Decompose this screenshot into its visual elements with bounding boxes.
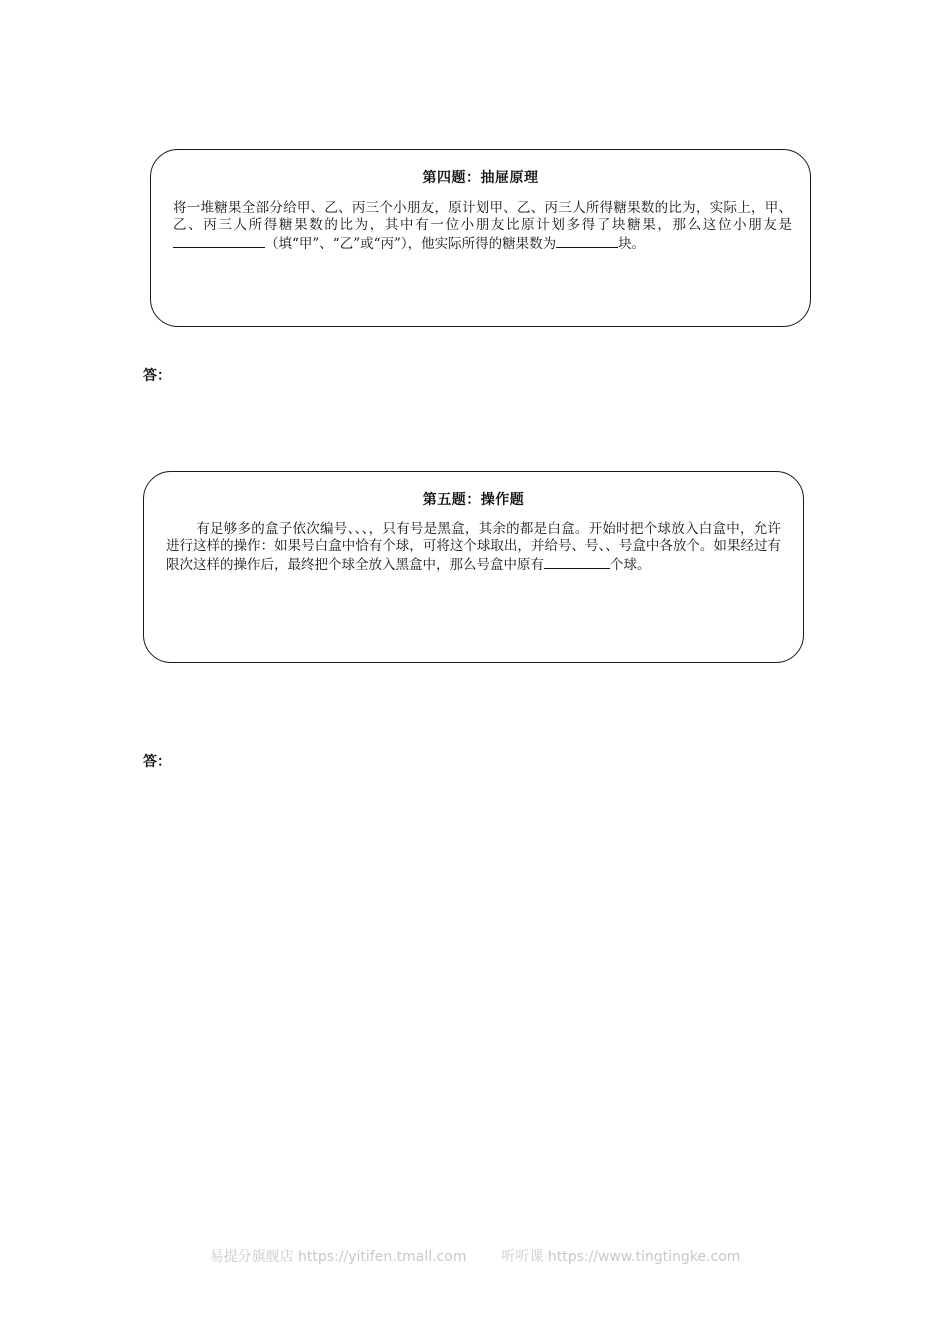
answer-blank-student[interactable] bbox=[173, 234, 265, 248]
problem-5-text bbox=[166, 521, 781, 574]
page-footer bbox=[0, 1246, 950, 1266]
problem-4-text bbox=[173, 200, 792, 253]
problem-4-text-part-1: 将一堆糖果全部分给甲、乙、丙三个小朋友，原计划甲、乙、丙三人所得糖果数的比为，实际上，甲、乙、丙三人所得糖果数的比为，其中有一位小朋友比原计划多得了块糖果，那么这位小朋友是 bbox=[173, 200, 792, 233]
problem-5-text-part-1: 有足够多的盒子依次编号、、、，只有号是黑盒，其余的都是白盒。开始时把个球放入白盒中，允许进行这样的操作：如果号白盒中恰有个球，可将这个球取出，并给号、号、、号盒中各放个。如果经过有限次这样的操作后，最终把个球全放入黑盒中，那么号盒中原有 bbox=[166, 521, 781, 573]
footer-site-url[interactable]: https://www.tingtingke.com bbox=[547, 1249, 741, 1265]
problem-4-text-part-2: （填“甲”、“乙”或“丙”），他实际所得的糖果数为 bbox=[265, 236, 557, 252]
footer-shop-url[interactable]: https://yitifen.tmall.com bbox=[298, 1249, 467, 1265]
answer-label-problem-4: 答： bbox=[143, 368, 171, 384]
footer-shop-name: 易提分旗舰店 bbox=[209, 1249, 294, 1265]
answer-label-problem-5: 答： bbox=[143, 754, 171, 770]
problem-5-title: 第五题：操作题 bbox=[422, 492, 525, 508]
answer-blank-ball-count[interactable] bbox=[544, 555, 610, 569]
problem-5-box bbox=[143, 471, 804, 663]
problem-4-title: 第四题：抽屉原理 bbox=[422, 170, 539, 186]
answer-blank-candy-count[interactable] bbox=[556, 234, 618, 248]
problem-4-box bbox=[150, 149, 811, 327]
problem-5-text-part-2: 个球。 bbox=[610, 557, 651, 573]
footer-site-name: 听听课 bbox=[501, 1249, 544, 1265]
problem-4-text-part-3: 块。 bbox=[618, 236, 646, 252]
